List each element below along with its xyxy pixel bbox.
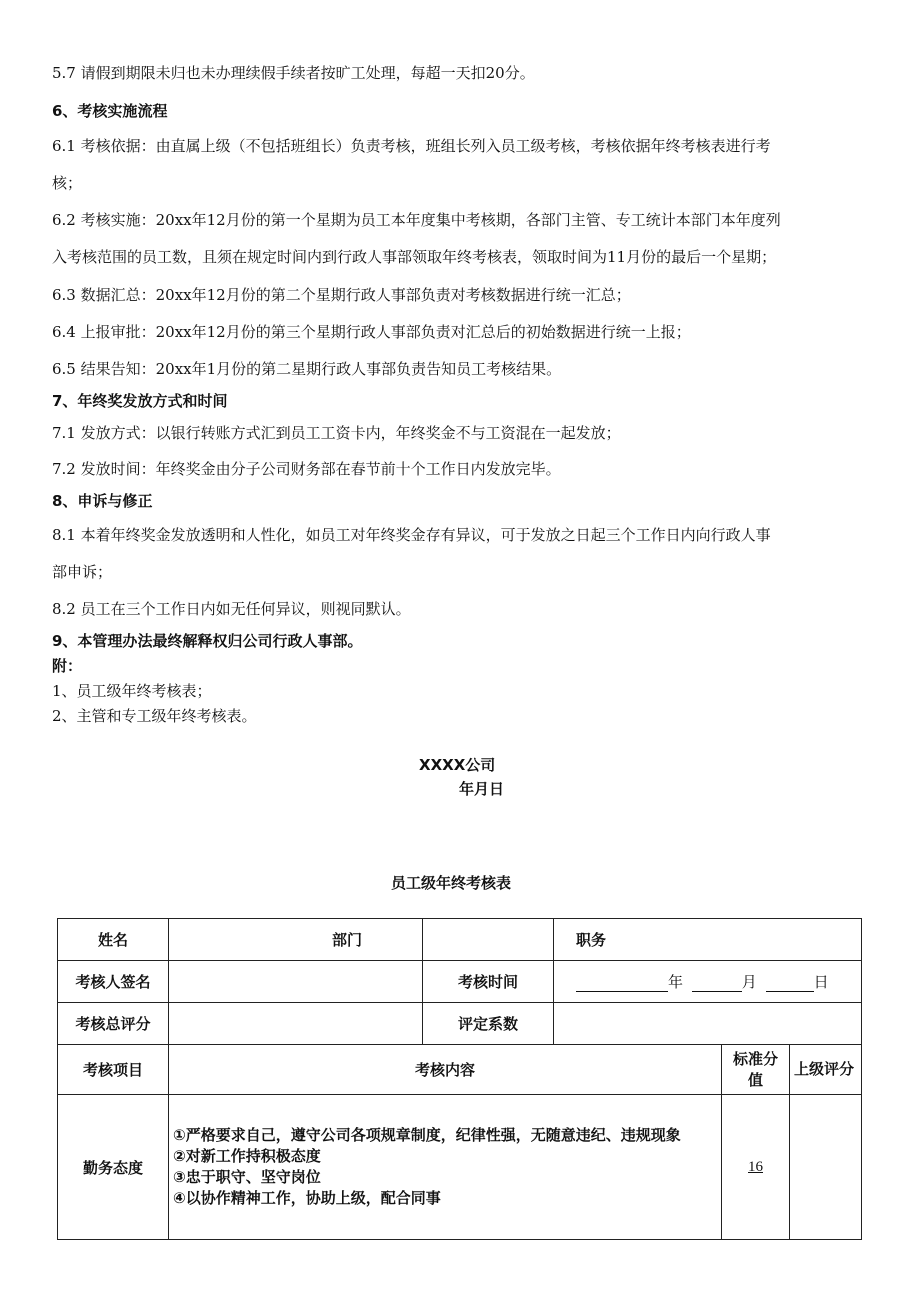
paragraph-line: 6.3 数据汇总：20xx年12月份的第二个星期行政人事部负责对考核数据进行统一汇总； xyxy=(52,286,631,304)
item-header: 考核项目 xyxy=(58,1045,169,1095)
time-value-cell[interactable] xyxy=(554,961,862,1003)
assessor-label: 考核人签名 xyxy=(58,961,169,1003)
total-label: 考核总评分 xyxy=(58,1003,169,1045)
paragraph-line: 部申诉； xyxy=(52,563,113,581)
paragraph-line: 7.2 发放时间：年终奖金由分子公司财务部在春节前十个工作日内发放完毕。 xyxy=(52,460,561,478)
total-value-cell[interactable] xyxy=(169,1003,423,1045)
paragraph-line: 核； xyxy=(52,174,83,192)
day-label: 日 xyxy=(813,973,829,991)
content-header: 考核内容 xyxy=(169,1045,722,1095)
paragraph-line: 6.5 结果告知：20xx年1月份的第二星期行政人事部负责告知员工考核结果。 xyxy=(52,360,562,378)
paragraph-line: 5.7 请假到期限未归也未办理续假手续者按旷工处理，每超一天扣20分。 xyxy=(52,64,535,82)
std-score: 16 xyxy=(722,1095,790,1240)
item-contents xyxy=(169,1095,722,1240)
paragraph-line: 6.4 上报审批：20xx年12月份的第三个星期行政人事部负责对汇总后的初始数据进行统一上报； xyxy=(52,323,691,341)
section-heading: 6、考核实施流程 xyxy=(52,102,168,120)
paragraph-line: 8.2 员工在三个工作日内如无任何异议，则视同默认。 xyxy=(52,600,411,618)
section-heading: 9、本管理办法最终解释权归公司行政人事部。 xyxy=(52,632,363,650)
coef-label: 评定系数 xyxy=(423,1003,554,1045)
table-row xyxy=(58,961,862,1003)
paragraph-line: 6.2 考核实施：20xx年12月份的第一个星期为员工本年度集中考核期，各部门主管、专工统计本部门本年度列 xyxy=(52,211,781,229)
section-heading: 7、年终奖发放方式和时间 xyxy=(52,392,228,410)
sup-score-cell[interactable] xyxy=(790,1095,862,1240)
assessor-value-cell[interactable] xyxy=(169,961,423,1003)
section-heading: 附： xyxy=(52,657,83,675)
paragraph-line: 7.1 发放方式：以银行转账方式汇到员工工资卡内，年终奖金不与工资混在一起发放； xyxy=(52,424,621,442)
paragraph-line: 1、员工级年终考核表； xyxy=(52,682,212,700)
table-row xyxy=(58,1003,862,1045)
content-line: ①严格要求自己，遵守公司各项规章制度，纪律性强，无随意违纪、违规现象 xyxy=(173,1126,681,1144)
month-label: 月 xyxy=(741,973,757,991)
paragraph-line: 8.1 本着年终奖金发放透明和人性化，如员工对年终奖金存有异议，可于发放之日起三个工作日内向行政人事 xyxy=(52,526,771,544)
form-title: 员工级年终考核表 xyxy=(391,874,512,892)
time-label: 考核时间 xyxy=(423,961,554,1003)
sup-header: 上级评分 xyxy=(790,1045,862,1095)
content-line: ④以协作精神工作，协助上级，配合同事 xyxy=(173,1189,441,1207)
content-line: ②对新工作持积极态度 xyxy=(173,1147,321,1165)
table-row xyxy=(58,1045,862,1095)
assessment-table xyxy=(57,918,862,1240)
paragraph-line: 2、主管和专工级年终考核表。 xyxy=(52,707,257,725)
company-name: XXXX公司 xyxy=(419,756,496,774)
content-line: ③忠于职守、坚守岗位 xyxy=(173,1168,321,1186)
dept-value-cell[interactable] xyxy=(423,919,554,961)
year-label: 年 xyxy=(668,973,684,991)
position-label: 职务 xyxy=(554,919,862,961)
paragraph-line: 6.1 考核依据：由直属上级（不包括班组长）负责考核，班组长列入员工级考核，考核依据年终考核表进行考 xyxy=(52,137,771,155)
coef-value-cell[interactable] xyxy=(554,1003,862,1045)
table-row xyxy=(58,919,862,961)
std-header: 标准分值 xyxy=(722,1045,790,1095)
sign-date: 年月日 xyxy=(459,780,505,798)
item-name: 勤务态度 xyxy=(58,1095,169,1240)
section-heading: 8、申诉与修正 xyxy=(52,492,153,510)
paragraph-line: 入考核范围的员工数，且须在规定时间内到行政人事部领取年终考核表，领取时间为11月份的最后一个星期； xyxy=(52,248,777,266)
table-row xyxy=(58,1095,862,1240)
name-label: 姓名 xyxy=(58,919,169,961)
dept-label: 部门 xyxy=(169,919,423,961)
